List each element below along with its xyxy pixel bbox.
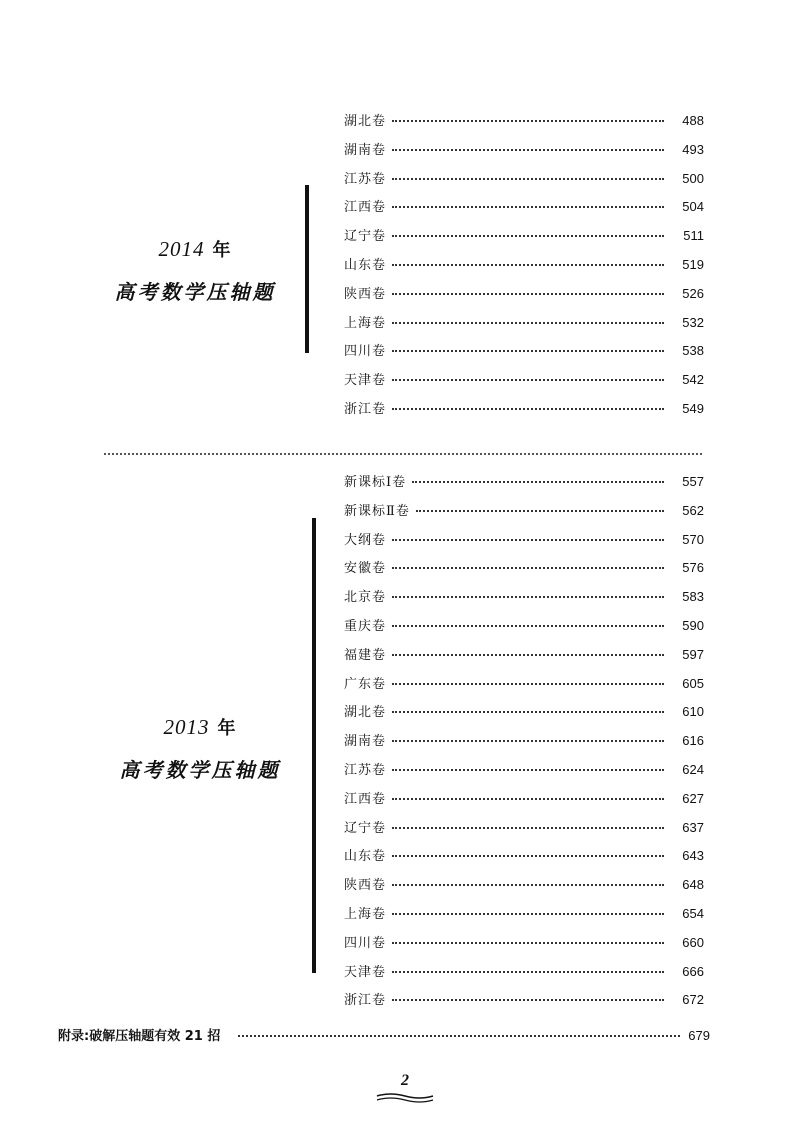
toc-entry-name: 福建卷 — [344, 647, 387, 663]
toc-entry-leader — [392, 264, 664, 266]
toc-entry-page: 583 — [682, 589, 704, 605]
toc-entry[interactable] — [344, 615, 704, 644]
toc-entry-page: 616 — [682, 733, 704, 749]
toc-entry[interactable] — [344, 168, 704, 197]
toc-entry-name: 重庆卷 — [344, 618, 387, 634]
toc-entry-name: 上海卷 — [344, 906, 387, 922]
toc-entry-page: 590 — [682, 617, 704, 633]
toc-entry-leader — [392, 206, 664, 208]
toc-entry-leader — [392, 769, 664, 771]
appendix-entry[interactable] — [58, 1025, 710, 1044]
toc-entry-page: 538 — [682, 343, 704, 359]
toc-entry-leader — [392, 683, 664, 685]
toc-entry-leader — [416, 510, 664, 512]
toc-entry[interactable] — [344, 845, 704, 874]
toc-entry-page: 576 — [682, 560, 704, 576]
toc-entry-name: 江苏卷 — [344, 171, 387, 187]
toc-entry-leader — [392, 539, 664, 541]
toc-entry-name: 天津卷 — [344, 964, 387, 980]
toc-entry-name: 山东卷 — [344, 257, 387, 273]
toc-entry[interactable] — [344, 500, 704, 529]
toc-entry[interactable] — [344, 529, 704, 558]
toc-entry-name: 上海卷 — [344, 315, 387, 331]
toc-entry[interactable] — [344, 139, 704, 168]
section-2014-year: 2014 — [158, 237, 205, 261]
toc-entry-leader — [392, 827, 664, 829]
footer-page-number: 2 — [401, 1072, 409, 1089]
toc-entry-leader — [392, 740, 664, 742]
toc-entry[interactable] — [344, 989, 704, 1018]
toc-entry-page: 637 — [682, 819, 704, 835]
toc-entry[interactable] — [344, 961, 704, 990]
section-2014-title: 高考数学压轴题 — [114, 280, 276, 304]
appendix-label: 附录:破解压轴题有效 21 招 — [58, 1029, 221, 1044]
toc-entry-name: 辽宁卷 — [344, 820, 387, 836]
toc-entry-page: 570 — [682, 531, 704, 547]
toc-entry-page: 557 — [682, 474, 704, 489]
toc-entry[interactable] — [344, 701, 704, 730]
section-2014-entries — [344, 110, 704, 427]
toc-entry-name: 湖北卷 — [344, 705, 387, 721]
toc-entry[interactable] — [344, 283, 704, 312]
toc-entry[interactable] — [344, 730, 704, 759]
toc-entry-page: 654 — [682, 905, 704, 921]
toc-entry-page: 666 — [682, 963, 704, 979]
toc-entry[interactable] — [344, 312, 704, 341]
toc-entry-name: 天津卷 — [344, 373, 387, 389]
toc-entry-page: 532 — [682, 314, 704, 330]
section-separator — [104, 453, 702, 455]
toc-entry-leader — [392, 293, 664, 295]
toc-entry-leader — [392, 149, 664, 151]
toc-entry-name: 安徽卷 — [344, 561, 387, 577]
section-2013-year-line — [100, 714, 300, 740]
appendix-page: 679 — [688, 1028, 710, 1043]
toc-entry[interactable] — [344, 673, 704, 702]
toc-entry[interactable] — [344, 398, 704, 427]
toc-entry-name: 湖南卷 — [344, 142, 387, 158]
toc-entry[interactable] — [344, 225, 704, 254]
toc-entry-name: 湖南卷 — [344, 734, 387, 750]
toc-entry-name: 湖北卷 — [344, 114, 387, 129]
toc-entry-leader — [392, 999, 664, 1001]
toc-entry-leader — [392, 235, 664, 237]
toc-entry-leader — [392, 625, 664, 627]
toc-entry-leader — [392, 408, 664, 410]
section-2013-entries — [344, 471, 704, 1018]
toc-entry-page: 500 — [682, 170, 704, 186]
toc-entry-name: 大纲卷 — [344, 532, 387, 548]
section-2014-bar — [305, 185, 309, 353]
toc-entry[interactable] — [344, 874, 704, 903]
section-2013-label — [100, 714, 300, 783]
toc-entry[interactable] — [344, 932, 704, 961]
toc-entry-page: 562 — [682, 502, 704, 518]
toc-entry-name: 江苏卷 — [344, 762, 387, 778]
footer-ornament-icon — [375, 1090, 435, 1104]
toc-entry-leader — [392, 322, 664, 324]
toc-entry-page: 493 — [682, 141, 704, 157]
toc-entry-name: 新课标Ⅰ卷 — [344, 475, 407, 490]
toc-entry-leader — [392, 120, 664, 122]
toc-entry-leader — [392, 379, 664, 381]
toc-entry-page: 511 — [683, 228, 704, 244]
toc-entry-leader — [392, 178, 664, 180]
toc-entry-leader — [392, 567, 664, 569]
toc-entry[interactable] — [344, 644, 704, 673]
toc-entry-leader — [392, 855, 664, 857]
toc-entry-leader — [392, 884, 664, 886]
toc-entry-name: 江西卷 — [344, 200, 387, 216]
toc-entry-leader — [392, 711, 664, 713]
toc-entry-name: 浙江卷 — [344, 993, 387, 1009]
toc-entry-page: 610 — [682, 704, 704, 720]
toc-entry[interactable] — [344, 557, 704, 586]
toc-entry-page: 542 — [682, 372, 704, 388]
toc-entry-leader — [392, 654, 664, 656]
section-2014-year-line — [95, 236, 295, 262]
toc-entry-page: 672 — [682, 992, 704, 1008]
toc-entry[interactable] — [344, 788, 704, 817]
toc-entry-page: 549 — [682, 400, 704, 416]
toc-entry-name: 辽宁卷 — [344, 229, 387, 245]
toc-entry-leader — [412, 481, 664, 483]
toc-entry-page: 526 — [682, 285, 704, 301]
section-2013-title: 高考数学压轴题 — [119, 758, 281, 782]
toc-entry-name: 四川卷 — [344, 344, 387, 360]
appendix-leader — [238, 1035, 680, 1037]
toc-entry-leader — [392, 798, 664, 800]
toc-entry-name: 陕西卷 — [344, 878, 387, 894]
toc-entry[interactable] — [344, 759, 704, 788]
toc-entry-name: 江西卷 — [344, 791, 387, 807]
toc-entry-page: 643 — [682, 848, 704, 864]
toc-entry[interactable] — [344, 471, 704, 500]
toc-entry[interactable] — [344, 340, 704, 369]
toc-entry[interactable] — [344, 903, 704, 932]
toc-entry-leader — [392, 596, 664, 598]
toc-entry[interactable] — [344, 586, 704, 615]
section-2013-bar — [312, 518, 316, 973]
toc-entry-page: 597 — [682, 646, 704, 662]
section-2013-year: 2013 — [163, 715, 210, 739]
section-2014-label — [95, 236, 295, 305]
toc-entry-name: 新课标Ⅱ卷 — [344, 503, 410, 519]
toc-entry-name: 陕西卷 — [344, 286, 387, 302]
toc-entry-page: 605 — [682, 675, 704, 691]
toc-entry[interactable] — [344, 254, 704, 283]
toc-entry-leader — [392, 350, 664, 352]
toc-entry-leader — [392, 971, 664, 973]
section-2014-nian: 年 — [212, 240, 232, 260]
toc-entry-page: 660 — [682, 934, 704, 950]
toc-entry-page: 624 — [682, 761, 704, 777]
toc-entry-page: 648 — [682, 877, 704, 893]
toc-entry-name: 广东卷 — [344, 676, 387, 692]
toc-entry-name: 四川卷 — [344, 935, 387, 951]
toc-entry-page: 627 — [682, 790, 704, 806]
toc-entry[interactable] — [344, 369, 704, 398]
toc-entry-leader — [392, 942, 664, 944]
toc-entry[interactable] — [344, 196, 704, 225]
toc-entry[interactable] — [344, 817, 704, 846]
toc-entry-name: 北京卷 — [344, 590, 387, 606]
toc-entry-page: 504 — [682, 199, 704, 215]
toc-entry-page: 488 — [682, 113, 704, 128]
toc-entry-name: 山东卷 — [344, 849, 387, 865]
toc-entry-leader — [392, 913, 664, 915]
section-2013-nian: 年 — [217, 718, 237, 738]
toc-entry-page: 519 — [682, 256, 704, 272]
toc-entry[interactable] — [344, 110, 704, 139]
toc-entry-name: 浙江卷 — [344, 401, 387, 417]
